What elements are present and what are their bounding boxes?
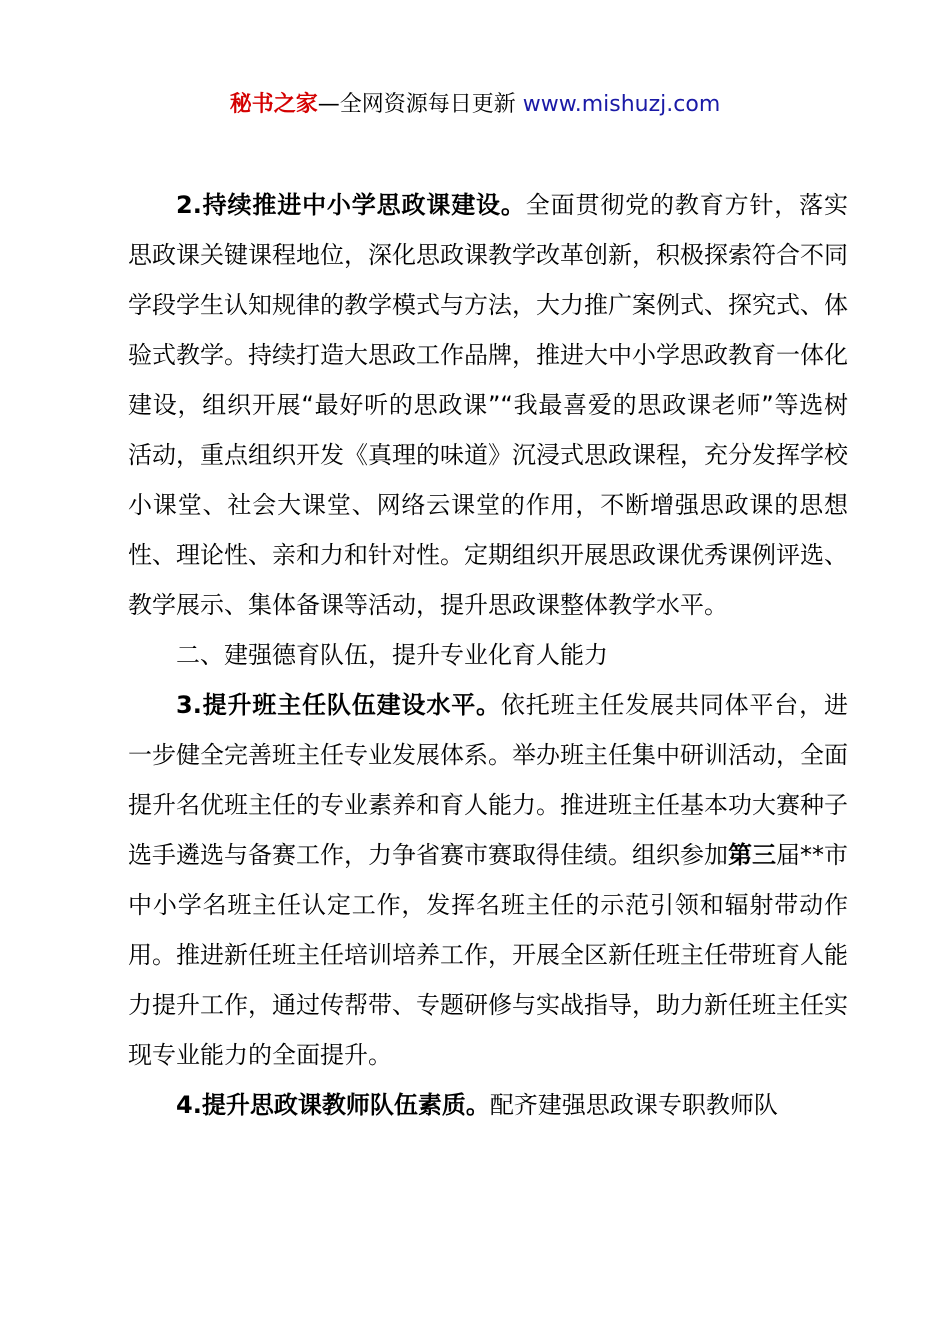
site-url-link[interactable]: www.mishuzj.com bbox=[522, 92, 721, 117]
paragraph-2-lead: 2.持续推进中小学思政课建设。 bbox=[176, 191, 526, 219]
paragraph-4-text: 配齐建强思政课专职教师队 bbox=[489, 1091, 778, 1119]
brand-name: 秘书之家 bbox=[229, 92, 318, 117]
document-body bbox=[128, 180, 848, 1130]
paragraph-4-lead: 4.提升思政课教师队伍素质。 bbox=[176, 1091, 490, 1119]
paragraph-4 bbox=[128, 1080, 848, 1130]
page-header bbox=[0, 88, 950, 122]
paragraph-2 bbox=[128, 180, 848, 630]
paragraph-3-lead: 3.提升班主任队伍建设水平。 bbox=[176, 691, 501, 719]
paragraph-3-text-after: 届**市中小学名班主任认定工作，发挥名班主任的示范引领和辐射带动作用。推进新任班主任培训培养工作，开展全区新任班主任带班育人能力提升工作，通过传帮带、专题研修与实战指导，助力新任班主任实现专业能力的全面提升。 bbox=[128, 841, 848, 1069]
paragraph-3 bbox=[128, 680, 848, 1080]
paragraph-3-bold-inline: 第三 bbox=[728, 841, 776, 869]
header-tagline: —全网资源每日更新 bbox=[317, 92, 523, 117]
paragraph-3-text-before: 依托班主任发展共同体平台，进一步健全完善班主任专业发展体系。举办班主任集中研训活动，全面提升名优班主任的专业素养和育人能力。推进班主任基本功大赛种子选手遴选与备赛工作，力争省赛市赛取得佳绩。组织参加 bbox=[128, 691, 848, 869]
section-heading: 二、建强德育队伍，提升专业化育人能力 bbox=[176, 641, 608, 669]
paragraph-2-text: 全面贯彻党的教育方针，落实思政课关键课程地位，深化思政课教学改革创新，积极探索符合不同学段学生认知规律的教学模式与方法，大力推广案例式、探究式、体验式教学。持续打造大思政工作品牌，推进大中小学思政教育一体化建设，组织开展“最好听的思政课”“我最喜爱的思政课老师”等选树活动，重点组织开发《真理的味道》沉浸式思政课程，充分发挥学校小课堂、社会大课堂、网络云课堂的作用，不断增强思政课的思想性、理论性、亲和力和针对性。定期组织开展思政课优秀课例评选、教学展示、集体备课等活动，提升思政课整体教学水平。 bbox=[128, 191, 848, 619]
